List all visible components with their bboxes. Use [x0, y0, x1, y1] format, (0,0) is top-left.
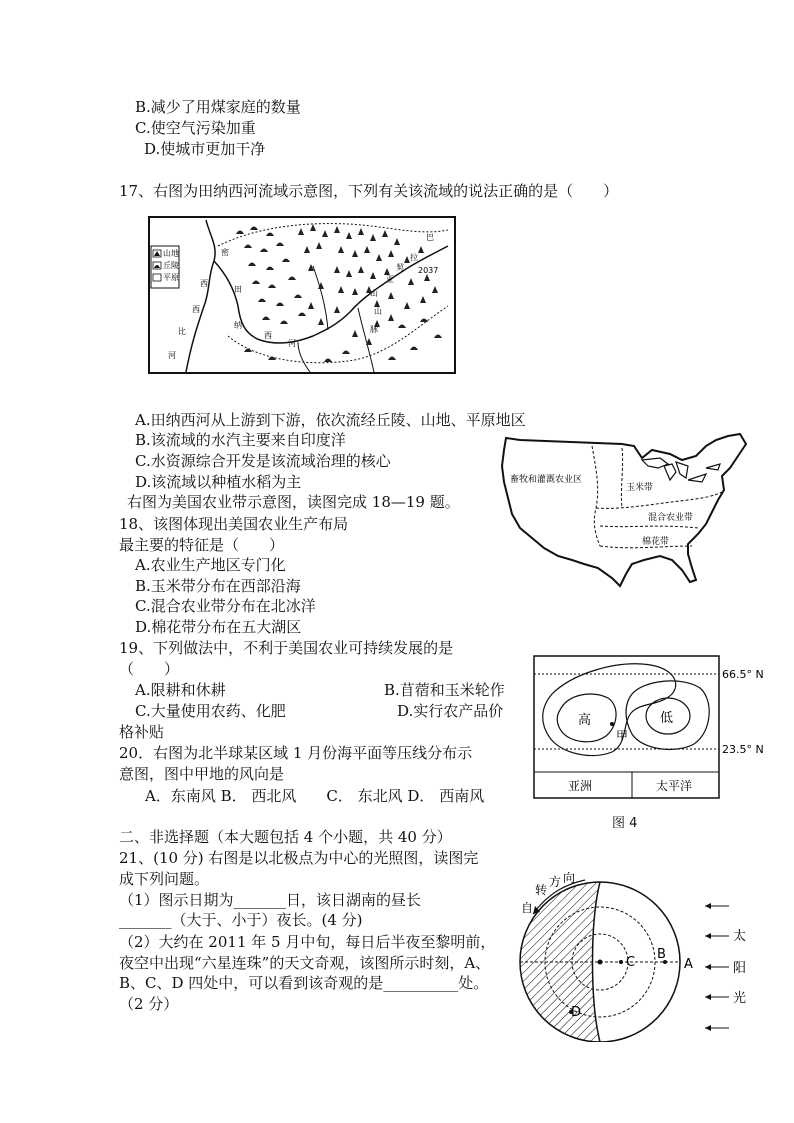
q21-line2: 成下列问题。 [119, 870, 210, 888]
high-pressure-label: 高 [578, 713, 592, 728]
jia-label: 甲 [616, 729, 629, 743]
usa-agriculture-map [492, 428, 760, 596]
mississippi-char-1: 密 [221, 248, 229, 257]
intro-18-19: 右图为美国农业带示意图，读图完成 18—19 题。 [127, 493, 460, 511]
figure-4-caption: 图 4 [612, 816, 638, 831]
q17-option-d: D.该流域以种植水稻为主 [135, 473, 302, 491]
mississippi-char-3: 西 [192, 305, 200, 314]
q19-stem: 19、下列做法中，不利于美国农业可持续发展的是 [119, 639, 454, 657]
q21-part1-line1: （1）图示日期为_______日，该日湖南的昼长 [119, 891, 422, 909]
tennessee-char-1: 田 [234, 285, 242, 294]
north-pole-illumination-diagram [505, 872, 763, 1042]
rotation-char-1: 自 [521, 901, 534, 915]
low-pressure-label: 低 [660, 711, 674, 726]
q20-stem-line1: 20．右图为北半球某区域 1 月份海平面等压线分布示 [119, 744, 473, 762]
label-mixed-farming-belt: 混合农业带 [648, 513, 694, 523]
appalachian-char-4: 亚 [386, 275, 394, 284]
tennessee-river-map [148, 216, 456, 374]
q18-stem-line1: 18、该图体现出美国农业生产布局 [119, 515, 349, 533]
tennessee-char-2: 纳 [234, 321, 242, 330]
q16-option-b: B.减少了用煤家庭的数量 [135, 98, 301, 116]
q21-line1: 21、(10 分) 右图是以北极点为中心的光照图，读图完 [119, 849, 479, 867]
q18-stem-line2: 最主要的特征是（ ） [119, 536, 285, 554]
appalachian-char-2: 拉 [410, 253, 418, 262]
tennessee-char-4: 河 [288, 339, 296, 348]
elevation-label: 2037 [418, 266, 439, 275]
q21-part2-line4: （2 分） [119, 995, 179, 1013]
appalachian-char-3: 契 [396, 263, 404, 272]
rotation-char-3: 方 [549, 875, 562, 889]
sun-char-1: 太 [733, 929, 747, 944]
q21-part2-line3: B、C、D 四处中，可以看到该奇观的是__________处。 [119, 974, 489, 992]
label-livestock-irrigation: 畜牧和灌溉农业区 [510, 475, 583, 485]
lat-66-label: 66.5° N [722, 668, 764, 681]
sun-char-2: 阳 [733, 961, 747, 976]
q21-part1-line2: _______（大于、小于）夜长。(4 分) [119, 911, 363, 929]
point-b-label: B [657, 947, 666, 962]
appalachian-char-1: 巴 [426, 233, 434, 242]
rotation-char-4: 向 [563, 872, 576, 885]
appalachian-char-5: 山 [370, 289, 378, 298]
point-a-label: A [684, 957, 693, 972]
point-d-label: D [571, 1005, 582, 1020]
section2-title: 二、非选择题（本大题包括 4 个小题，共 40 分） [119, 828, 452, 846]
q19-option-b: B.苜蓿和玉米轮作 [384, 681, 505, 699]
q17-stem: 17、右图为田纳西河流域示意图，下列有关该流域的说法正确的是（ ） [119, 182, 619, 200]
sun-char-3: 光 [733, 991, 747, 1006]
mississippi-char-4: 比 [178, 327, 186, 336]
q21-part2-line2: 夜空中出现“六星连珠”的天文奇观，该图所示时刻，A、 [119, 954, 491, 972]
pacific-label: 太平洋 [656, 779, 693, 793]
q16-option-d: D.使城市更加干净 [144, 140, 266, 158]
mississippi-char-5: 河 [168, 351, 176, 360]
q21-part2-line1: （2）大约在 2011 年 5 月中旬，每日后半夜至黎明前， [119, 933, 496, 951]
label-corn-belt: 玉米带 [626, 483, 654, 493]
q18-option-a: A.农业生产地区专门化 [135, 556, 286, 574]
label-cotton-belt: 棉花带 [642, 537, 670, 547]
legend-mountain: 山地 [163, 249, 179, 258]
legend-hill: 丘陵 [163, 261, 179, 270]
tennessee-char-3: 西 [264, 331, 272, 340]
legend-plain: 平原 [163, 273, 179, 282]
q19-option-d-cont: 格补贴 [119, 723, 165, 741]
q17-option-b: B.该流域的水汽主要来自印度洋 [135, 431, 346, 449]
q18-option-c: C.混合农业带分布在北冰洋 [135, 597, 316, 615]
sea-level-pressure-map [532, 654, 770, 802]
q20-options: A．东南风 B． 西北风 C． 东北风 D． 西南风 [145, 787, 485, 805]
point-c-label: C [626, 955, 636, 970]
q20-stem-line2: 意图，图中甲地的风向是 [119, 765, 285, 783]
q16-option-c: C.使空气污染加重 [135, 119, 256, 137]
q17-option-a: A.田纳西河从上游到下游，依次流经丘陵、山地、平原地区 [135, 411, 526, 429]
rotation-char-2: 转 [535, 883, 548, 897]
q19-paren: （ ） [119, 660, 180, 678]
q18-option-b: B.玉米带分布在西部沿海 [135, 577, 301, 595]
q19-option-a: A.限耕和休耕 [135, 681, 226, 699]
lat-23-label: 23.5° N [722, 743, 764, 756]
q19-option-d: D.实行农产品价 [397, 702, 504, 720]
q19-option-c: C.大量使用农药、化肥 [135, 702, 286, 720]
asia-label: 亚洲 [568, 779, 593, 793]
q17-option-c: C.水资源综合开发是该流域治理的核心 [135, 452, 391, 470]
q18-option-d: D.棉花带分布在五大湖区 [135, 618, 302, 636]
mountain-range-char-2: 脉 [370, 325, 378, 334]
mountain-range-char-1: 山 [374, 307, 382, 316]
mississippi-char-2: 西 [200, 279, 208, 288]
